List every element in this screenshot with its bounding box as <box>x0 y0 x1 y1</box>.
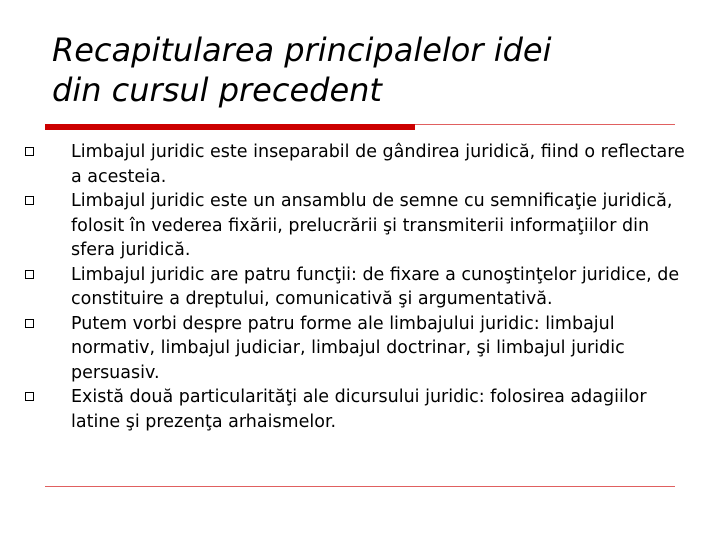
bullet-item <box>25 189 695 263</box>
slide-title <box>52 30 692 110</box>
hollow-square-icon <box>25 147 34 156</box>
hollow-square-icon <box>25 196 34 205</box>
slide-title-line-1: Recapitularea principalelor idei <box>52 31 552 69</box>
bullet-text: Limbajul juridic are patru funcţii: de fixare a cunoştinţelor juridice, de constituire a dreptului, comunicativă şi argumentativă. <box>71 264 680 309</box>
bullet-list <box>25 140 695 434</box>
bullet-item <box>25 140 695 189</box>
hollow-square-icon <box>25 319 34 328</box>
title-underline-accent <box>45 124 415 130</box>
bullet-item <box>25 263 695 312</box>
hollow-square-icon <box>25 270 34 279</box>
bullet-text: Putem vorbi despre patru forme ale limbajului juridic: limbajul normativ, limbajul judiciar, limbajul doctrinar, şi limbajul juridic persuasiv. <box>71 313 625 383</box>
bullet-text: Există două particularităţi ale dicursului juridic: folosirea adagiilor latine şi prezenţa arhaismelor. <box>71 387 647 432</box>
bullet-text: Limbajul juridic este inseparabil de gândirea juridică, fiind o reflectare a acesteia. <box>71 142 685 187</box>
title-underline-thin <box>415 124 675 125</box>
bullet-item <box>25 312 695 386</box>
bullet-item <box>25 385 695 434</box>
hollow-square-icon <box>25 392 34 401</box>
bottom-divider <box>45 486 675 487</box>
bullet-text: Limbajul juridic este un ansamblu de semne cu semnificaţie juridică, folosit în vederea fixării, prelucrării şi transmiterii informaţiilor din sfera juridică. <box>71 191 673 260</box>
slide-title-line-2: din cursul precedent <box>52 71 382 109</box>
